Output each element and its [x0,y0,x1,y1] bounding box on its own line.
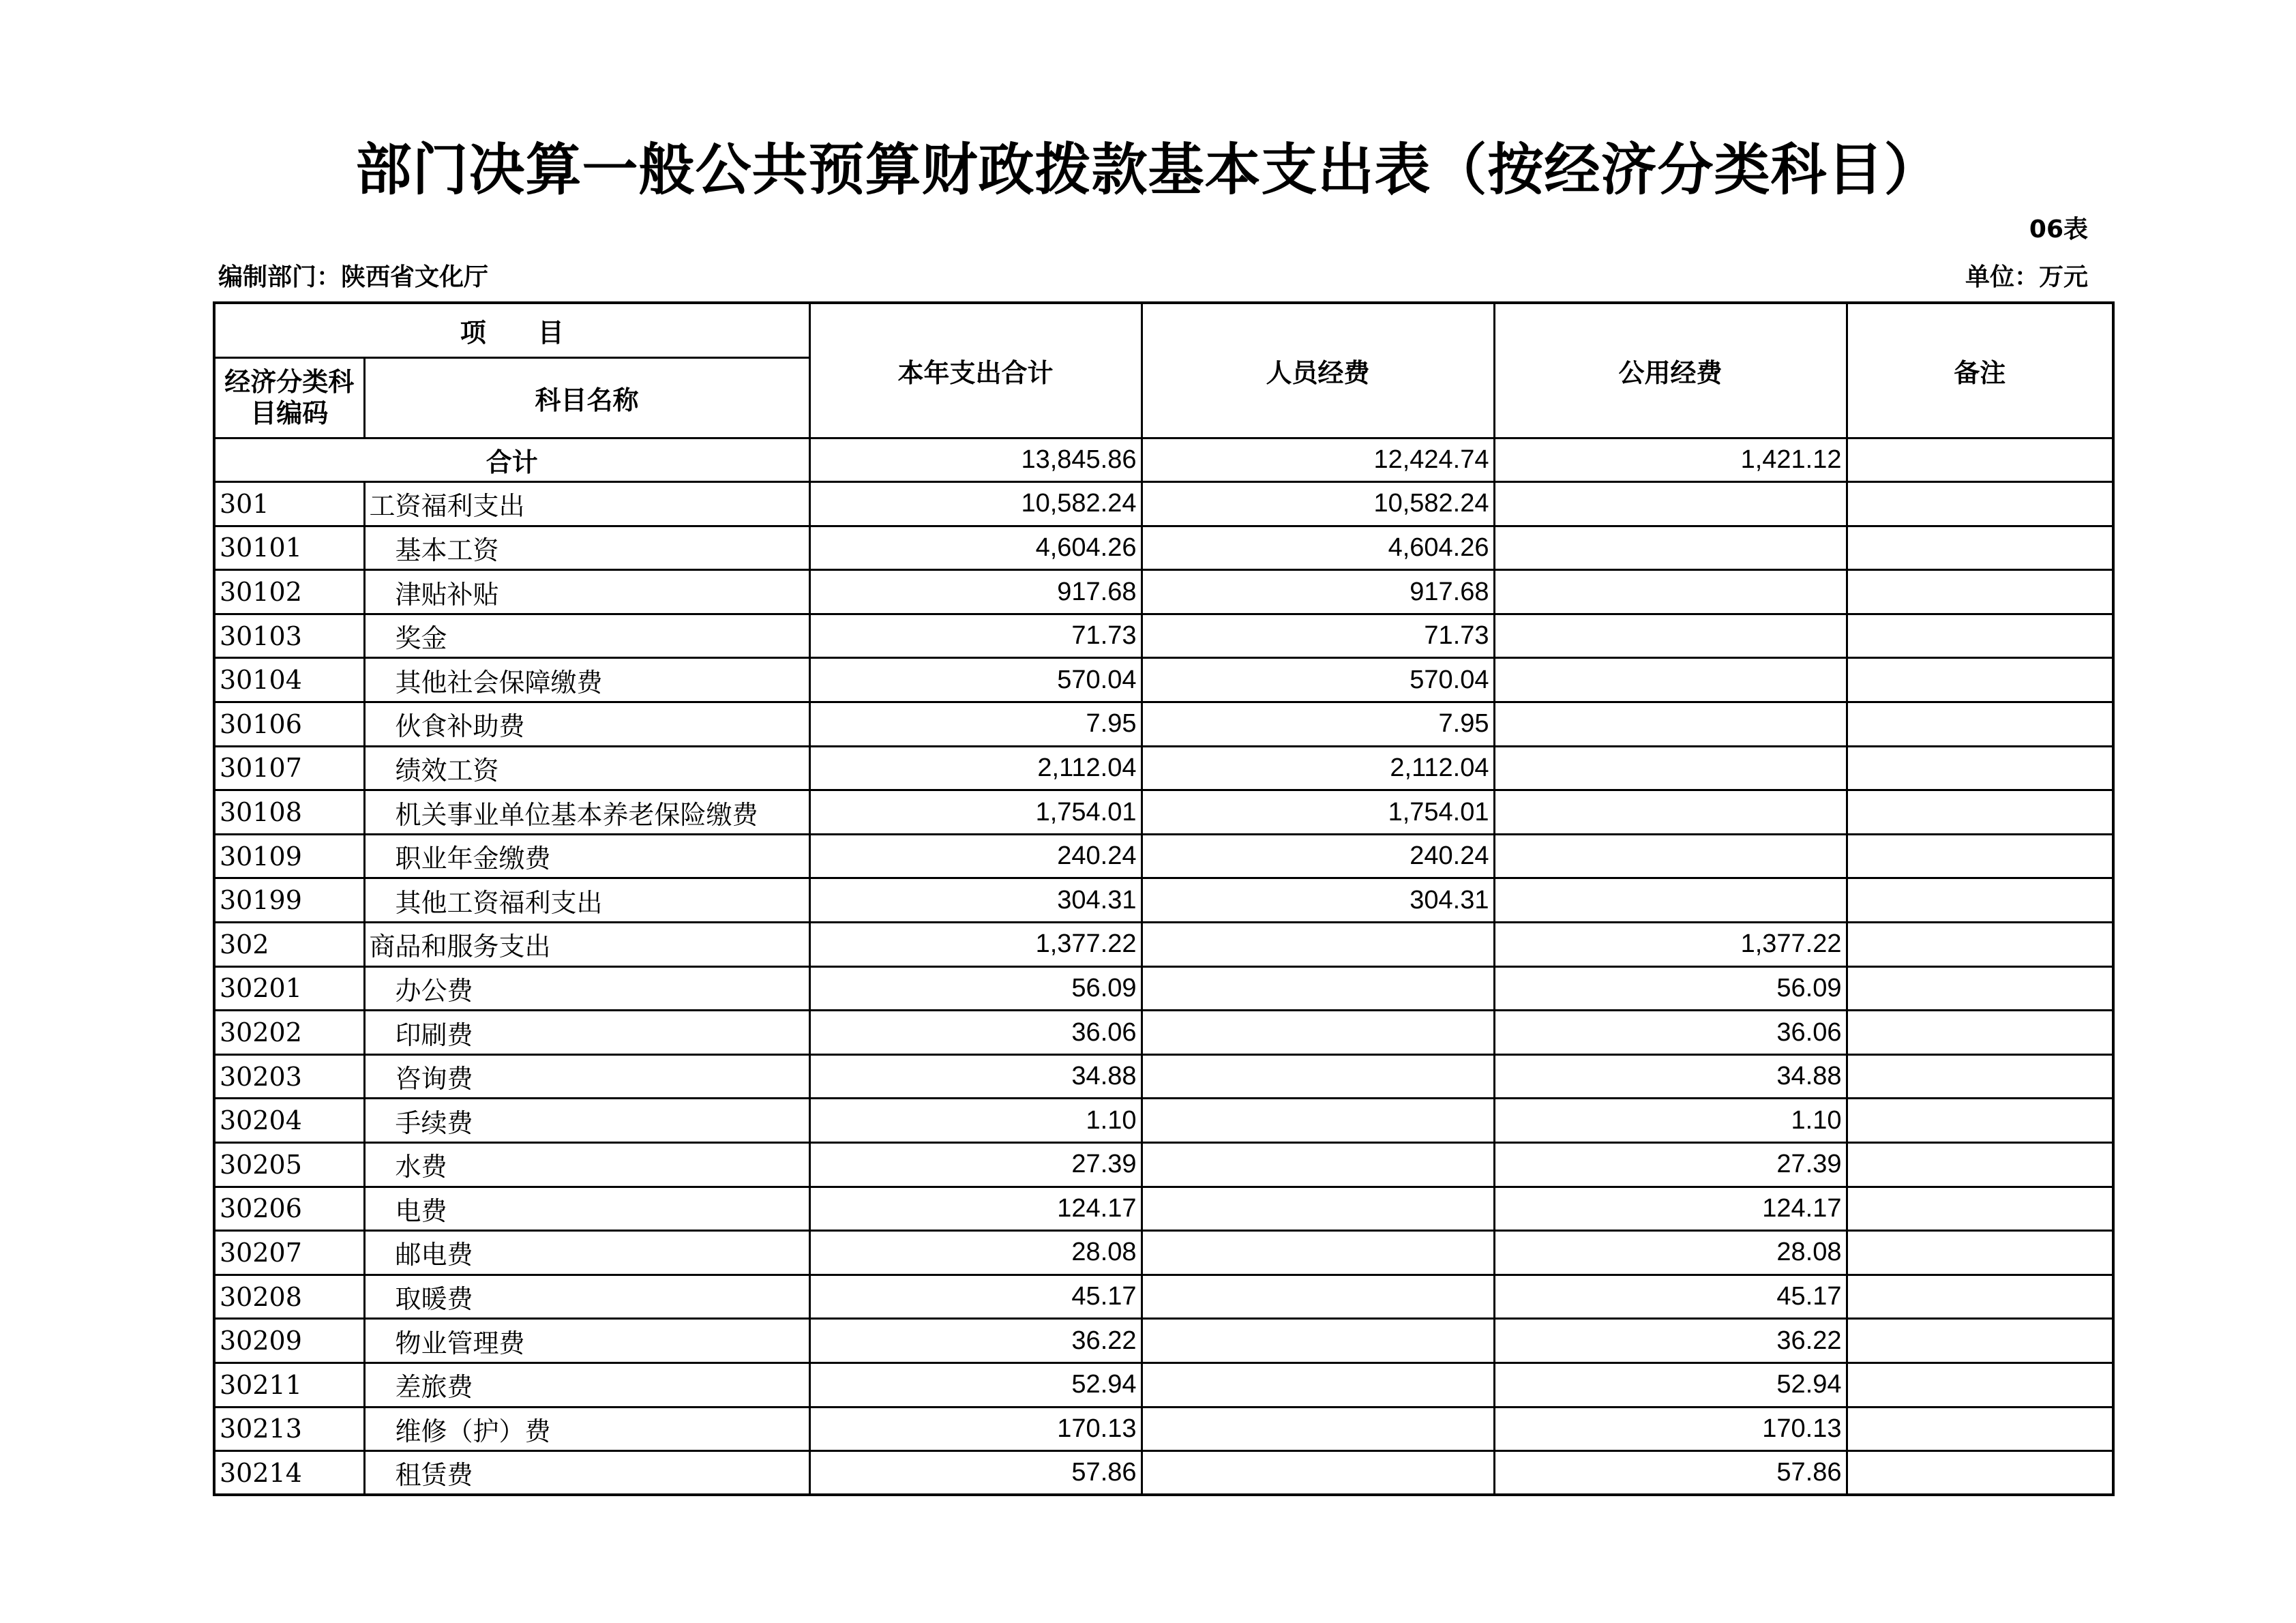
table-row [214,526,2113,570]
row-name: 其他社会保障缴费 [364,658,809,702]
row-public: 56.09 [1494,966,1847,1011]
row-remark [1847,923,2113,967]
table-row [214,1231,2113,1275]
row-personnel [1142,1319,1494,1363]
row-personnel [1142,1231,1494,1275]
row-public: 28.08 [1494,1231,1847,1275]
table-row [214,1099,2113,1143]
row-remark [1847,1407,2113,1451]
row-personnel: 304.31 [1142,878,1494,923]
row-remark [1847,570,2113,614]
row-name: 差旅费 [364,1363,809,1407]
row-code: 30103 [214,614,364,658]
row-public [1494,614,1847,658]
row-name: 办公费 [364,966,809,1011]
row-remark [1847,1099,2113,1143]
table-row [214,1275,2113,1319]
row-personnel: 570.04 [1142,658,1494,702]
table-row [214,658,2113,702]
row-total: 57.86 [809,1451,1142,1495]
header-public: 公用经费 [1494,303,1847,438]
row-personnel [1142,1363,1494,1407]
row-code: 30109 [214,834,364,878]
row-code: 30199 [214,878,364,923]
table-row [214,923,2113,967]
row-public [1494,658,1847,702]
row-total: 1,377.22 [809,923,1142,967]
row-personnel: 1,754.01 [1142,790,1494,835]
total-remark [1847,438,2113,482]
table-row [214,614,2113,658]
row-personnel [1142,1099,1494,1143]
table-row [214,878,2113,923]
row-public [1494,878,1847,923]
row-personnel [1142,923,1494,967]
row-total: 1.10 [809,1099,1142,1143]
table-row [214,1319,2113,1363]
row-public: 57.86 [1494,1451,1847,1495]
table-id: 06表 [2029,215,2088,243]
row-personnel [1142,1011,1494,1055]
row-remark [1847,790,2113,835]
department-label: 编制部门：陕西省文化厅 [218,263,489,291]
page-title: 部门决算一般公共预算财政拨款基本支出表（按经济分类科目） [355,138,1941,203]
row-remark [1847,1231,2113,1275]
row-public: 45.17 [1494,1275,1847,1319]
row-name: 职业年金缴费 [364,834,809,878]
row-total: 28.08 [809,1231,1142,1275]
table-row [214,1187,2113,1231]
total-public: 1,421.12 [1494,438,1847,482]
row-public: 1,377.22 [1494,923,1847,967]
row-remark [1847,702,2113,747]
table-row [214,702,2113,747]
row-total: 170.13 [809,1407,1142,1451]
row-code: 30211 [214,1363,364,1407]
row-public: 27.39 [1494,1143,1847,1187]
row-total: 56.09 [809,966,1142,1011]
row-remark [1847,1143,2113,1187]
table-row [214,746,2113,790]
row-code: 30213 [214,1407,364,1451]
row-name: 基本工资 [364,526,809,570]
row-remark [1847,1054,2113,1099]
row-remark [1847,1187,2113,1231]
table-row [214,834,2113,878]
row-name: 工资福利支出 [364,482,809,526]
row-name: 电费 [364,1187,809,1231]
row-code: 30208 [214,1275,364,1319]
row-code: 30203 [214,1054,364,1099]
row-name: 其他工资福利支出 [364,878,809,923]
row-remark [1847,966,2113,1011]
row-public: 36.22 [1494,1319,1847,1363]
row-public: 170.13 [1494,1407,1847,1451]
row-personnel [1142,1187,1494,1231]
total-label: 合计 [214,438,809,482]
row-public [1494,570,1847,614]
row-code: 30204 [214,1099,364,1143]
row-name: 取暖费 [364,1275,809,1319]
row-remark [1847,658,2113,702]
row-name: 咨询费 [364,1054,809,1099]
table-row [214,1054,2113,1099]
row-name: 商品和服务支出 [364,923,809,967]
row-code: 30201 [214,966,364,1011]
row-name: 绩效工资 [364,746,809,790]
row-name: 物业管理费 [364,1319,809,1363]
row-personnel: 4,604.26 [1142,526,1494,570]
header-code: 经济分类科目编码 [214,357,364,438]
row-personnel: 2,112.04 [1142,746,1494,790]
header-remark: 备注 [1847,303,2113,438]
row-total: 71.73 [809,614,1142,658]
row-remark [1847,878,2113,923]
row-name: 印刷费 [364,1011,809,1055]
row-remark [1847,1363,2113,1407]
row-personnel: 71.73 [1142,614,1494,658]
row-code: 30206 [214,1187,364,1231]
row-code: 30104 [214,658,364,702]
row-personnel [1142,1054,1494,1099]
row-code: 30209 [214,1319,364,1363]
row-remark [1847,1319,2113,1363]
row-name: 邮电费 [364,1231,809,1275]
row-total: 36.06 [809,1011,1142,1055]
row-public [1494,834,1847,878]
table-row [214,482,2113,526]
row-total: 34.88 [809,1054,1142,1099]
row-total: 124.17 [809,1187,1142,1231]
total-personnel: 12,424.74 [1142,438,1494,482]
row-remark [1847,1451,2113,1495]
row-code: 30202 [214,1011,364,1055]
table-row [214,1407,2113,1451]
row-personnel: 240.24 [1142,834,1494,878]
row-name: 奖金 [364,614,809,658]
header-row-1 [214,303,2113,357]
row-code: 30207 [214,1231,364,1275]
row-total: 7.95 [809,702,1142,747]
row-total: 45.17 [809,1275,1142,1319]
row-total: 570.04 [809,658,1142,702]
row-personnel: 917.68 [1142,570,1494,614]
row-personnel [1142,1275,1494,1319]
row-public [1494,790,1847,835]
row-code: 30101 [214,526,364,570]
row-personnel [1142,1143,1494,1187]
row-personnel [1142,966,1494,1011]
row-code: 30102 [214,570,364,614]
header-total: 本年支出合计 [809,303,1142,438]
row-total: 304.31 [809,878,1142,923]
unit-label: 单位：万元 [1965,263,2088,291]
table-row [214,1143,2113,1187]
row-public [1494,746,1847,790]
row-remark [1847,1011,2113,1055]
total-amount: 13,845.86 [809,438,1142,482]
row-personnel: 10,582.24 [1142,482,1494,526]
table-row [214,1451,2113,1495]
row-name: 水费 [364,1143,809,1187]
row-total: 4,604.26 [809,526,1142,570]
row-name: 津贴补贴 [364,570,809,614]
row-name: 手续费 [364,1099,809,1143]
row-remark [1847,526,2113,570]
row-personnel: 7.95 [1142,702,1494,747]
row-total: 10,582.24 [809,482,1142,526]
table-row [214,570,2113,614]
row-public: 34.88 [1494,1054,1847,1099]
total-row [214,438,2113,482]
row-public [1494,482,1847,526]
table-row [214,1011,2113,1055]
row-name: 租赁费 [364,1451,809,1495]
row-name: 机关事业单位基本养老保险缴费 [364,790,809,835]
expenditure-table [213,301,2115,1496]
table-row [214,790,2113,835]
row-public [1494,702,1847,747]
row-name: 伙食补助费 [364,702,809,747]
row-total: 1,754.01 [809,790,1142,835]
row-remark [1847,834,2113,878]
header-personnel: 人员经费 [1142,303,1494,438]
row-total: 52.94 [809,1363,1142,1407]
row-code: 30214 [214,1451,364,1495]
row-total: 917.68 [809,570,1142,614]
header-project: 项 目 [214,303,809,357]
row-code: 302 [214,923,364,967]
table-row [214,966,2113,1011]
row-public: 124.17 [1494,1187,1847,1231]
row-total: 2,112.04 [809,746,1142,790]
row-code: 30106 [214,702,364,747]
row-remark [1847,1275,2113,1319]
row-personnel [1142,1451,1494,1495]
row-name: 维修（护）费 [364,1407,809,1451]
row-remark [1847,614,2113,658]
row-public [1494,526,1847,570]
header-name: 科目名称 [364,357,809,438]
row-remark [1847,746,2113,790]
row-code: 30108 [214,790,364,835]
row-personnel [1142,1407,1494,1451]
row-total: 36.22 [809,1319,1142,1363]
row-public: 1.10 [1494,1099,1847,1143]
row-code: 30107 [214,746,364,790]
row-code: 30205 [214,1143,364,1187]
row-total: 27.39 [809,1143,1142,1187]
row-public: 52.94 [1494,1363,1847,1407]
row-public: 36.06 [1494,1011,1847,1055]
table-row [214,1363,2113,1407]
row-total: 240.24 [809,834,1142,878]
row-code: 301 [214,482,364,526]
row-remark [1847,482,2113,526]
